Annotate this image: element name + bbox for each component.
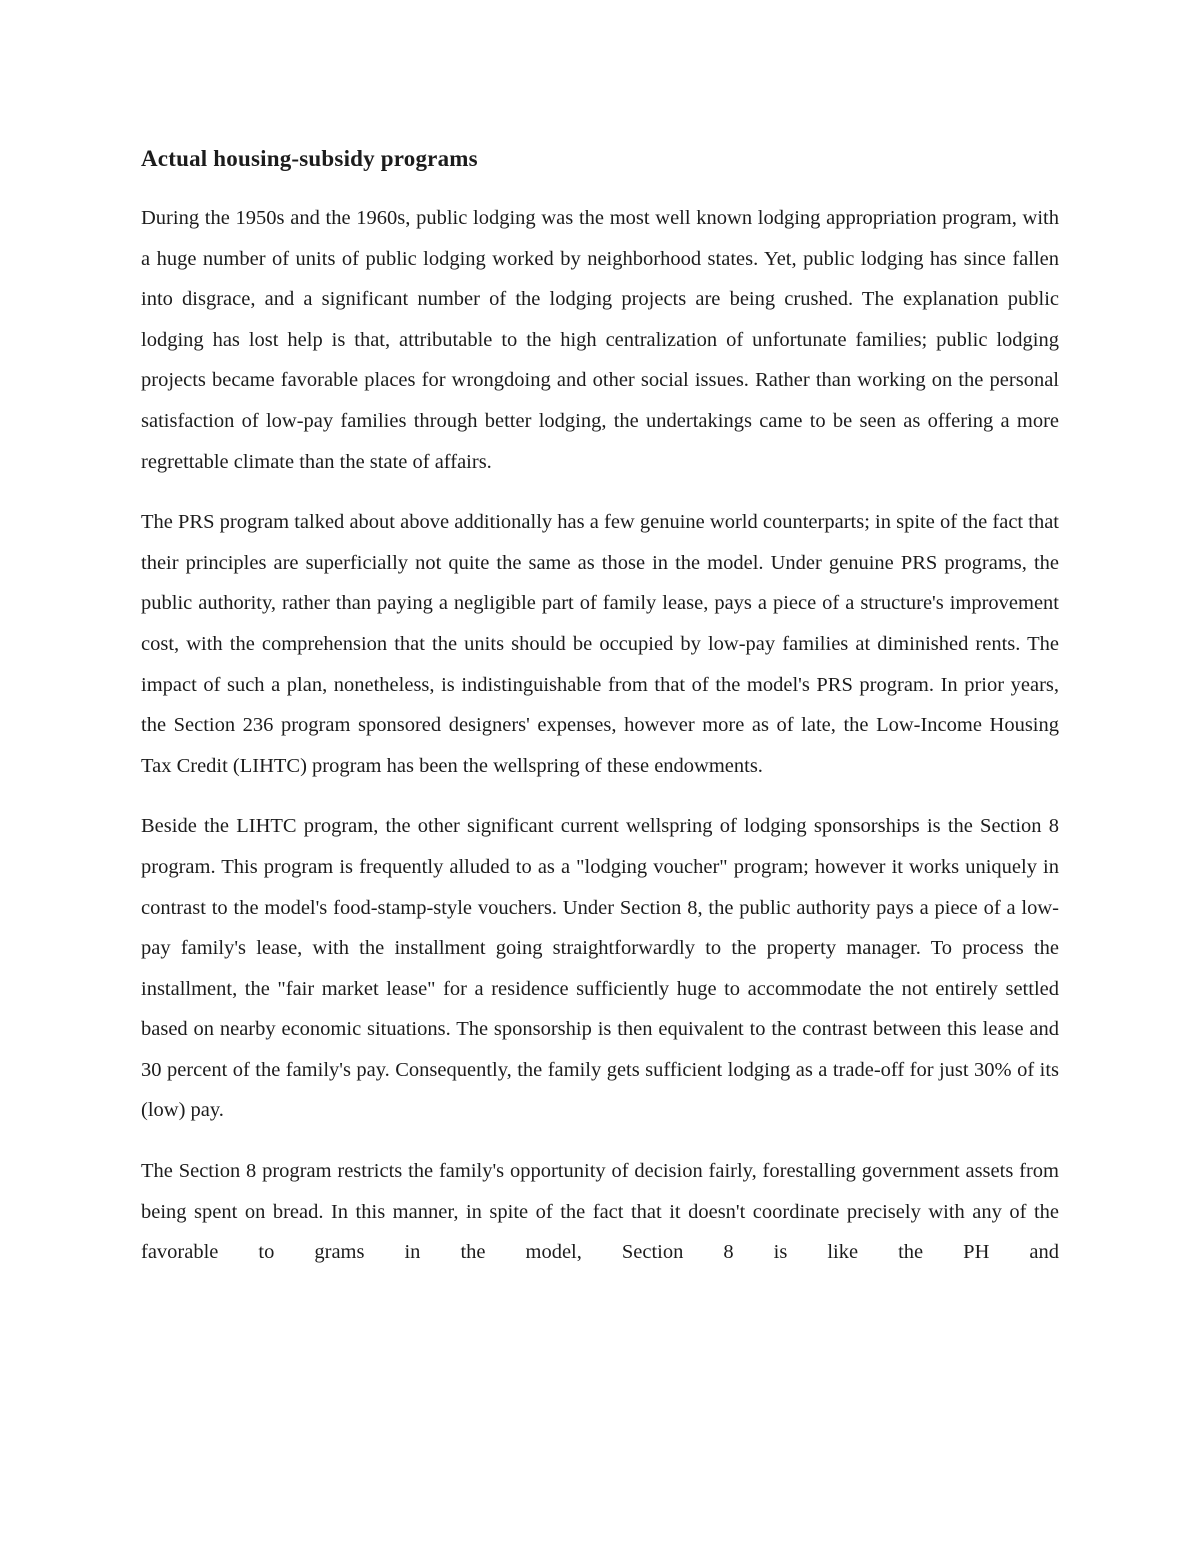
- paragraph-section-8-restrictions: The Section 8 program restricts the family's opportunity of decision fairly, forestalling government assets from being spent on bread. In this manner, in spite of the fact that it doesn't coordinate precisely with any of the favorable to grams in the model, Section 8 is like the PH and: [141, 1160, 1059, 1264]
- page-title: Actual housing-subsidy programs: [141, 146, 478, 171]
- paragraph-section-8: Beside the LIHTC program, the other significant current wellspring of lodging sponsorships is the Section 8 program. This program is frequently alluded to as a "lodging voucher" program; however it works uniquely in contrast to the model's food-stamp-style vouchers. Under Section 8, the public authority pays a piece of a low-pay family's lease, with the installment going straightforwardly to the property manager. To process the installment, the "fair market lease" for a residence sufficiently huge to accommodate the not entirely settled based on nearby economic situations. The sponsorship is then equivalent to the contrast between this lease and 30 percent of the family's pay. Consequently, the family gets sufficient lodging as a trade-off for just 30% of its (low) pay.: [141, 815, 1059, 1122]
- paragraph-public-lodging: During the 1950s and the 1960s, public lodging was the most well known lodging appropriation program, with a huge number of units of public lodging worked by neighborhood states. Yet, public lodging has since fallen into disgrace, and a significant number of the lodging projects are being crushed. The explanation public lodging has lost help is that, attributable to the high centralization of unfortunate families; public lodging projects became favorable places for wrongdoing and other social issues. Rather than working on the personal satisfaction of low-pay families through better lodging, the undertakings came to be seen as offering a more regrettable climate than the state of affairs.: [141, 207, 1059, 473]
- document-body: [141, 138, 1059, 1273]
- paragraph-prs-program: The PRS program talked about above additionally has a few genuine world counterparts; in spite of the fact that their principles are superficially not quite the same as those in the model. Under genuine PRS programs, the public authority, rather than paying a negligible part of family lease, pays a piece of a structure's improvement cost, with the comprehension that the units should be occupied by low-pay families at diminished rents. The impact of such a plan, nonetheless, is indistinguishable from that of the model's PRS program. In prior years, the Section 236 program sponsored designers' expenses, however more as of late, the Low-Income Housing Tax Credit (LIHTC) program has been the wellspring of these endowments.: [141, 511, 1059, 777]
